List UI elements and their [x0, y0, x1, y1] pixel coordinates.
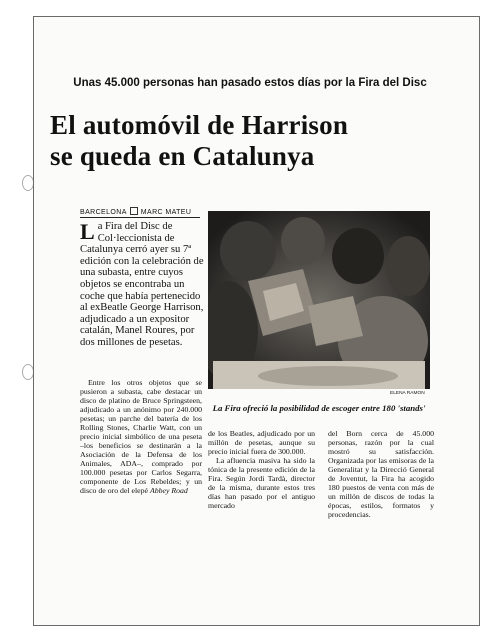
drop-cap: L — [80, 219, 95, 244]
byline-city: BARCELONA — [80, 209, 127, 216]
body-column-2 — [208, 429, 315, 510]
lead-paragraph — [80, 221, 205, 349]
headline-line-1: El automóvil de Harrison — [50, 110, 349, 140]
album-title: Abbey Road — [149, 486, 188, 495]
body-column-3 — [328, 429, 434, 519]
headline — [50, 110, 450, 172]
byline — [80, 207, 191, 216]
photo-image — [208, 211, 430, 389]
body-col2-paragraph-1: de los Beatles, adjudicado por un millón de pesetas, aunque su precio inicial fuera de 300.000. — [208, 429, 315, 456]
photo — [208, 211, 430, 389]
byline-separator — [130, 207, 138, 215]
body-col3-text: del Born cerca de 45.000 personas, razón por la cual mostró su satisfacción. Organizada por las emisoras de la Generalitat y la Direcció General de Joventut, la Fira ha acogido 180 puestos de venta con más de un millón de discos de todas la épocas, estilos, formatos y procedencias. — [328, 429, 434, 519]
body-col2-paragraph-2: La afluencia masiva ha sido la tónica de la presente edición de la Fira. Según Jordi Tardà, director de la misma, durante estos tres días han pasado por el antiguo mercado — [208, 456, 315, 510]
photo-credit: ELENA RAMON — [390, 391, 425, 396]
byline-rule — [80, 217, 200, 218]
body-col1-text: Entre los otros objetos que se pusieron a subasta, cabe destacar un disco de platino de Bruce Springsteen, adjudicado a un anónimo por 240.000 pesetas; un parche del batería de los Rolling Stones, Charlie Watt, con un precio inicial simbólico de una peseta –los beneficios se destinarán a la Asociación de la Defensa de los Animales, ADA–, comprado por 100.000 pesetas por Carlos Segarra, componente de Los Rebeldes; y un disco de oro del elepé — [80, 378, 202, 495]
photo-caption: La Fira ofreció la posibilidad de escoger entre 180 'stands' — [212, 403, 426, 413]
kicker: Unas 45.000 personas han pasado estos días por la Fira del Disc — [73, 77, 427, 89]
body-column-1 — [80, 378, 202, 495]
lead-text: a Fira del Disc de Col·leccionista de Catalunya cerró ayer su 7ª edición con la celebración de una subasta, entre cuyos objetos se encontraba un coche que había pertenecido al exBeatle George Harrison, adjudicado a un expositor catalán, Manel Roures, por dos millones de pesetas. — [80, 221, 204, 348]
byline-author: MARC MATEU — [140, 209, 192, 216]
headline-line-2: se queda en Catalunya — [50, 141, 315, 171]
